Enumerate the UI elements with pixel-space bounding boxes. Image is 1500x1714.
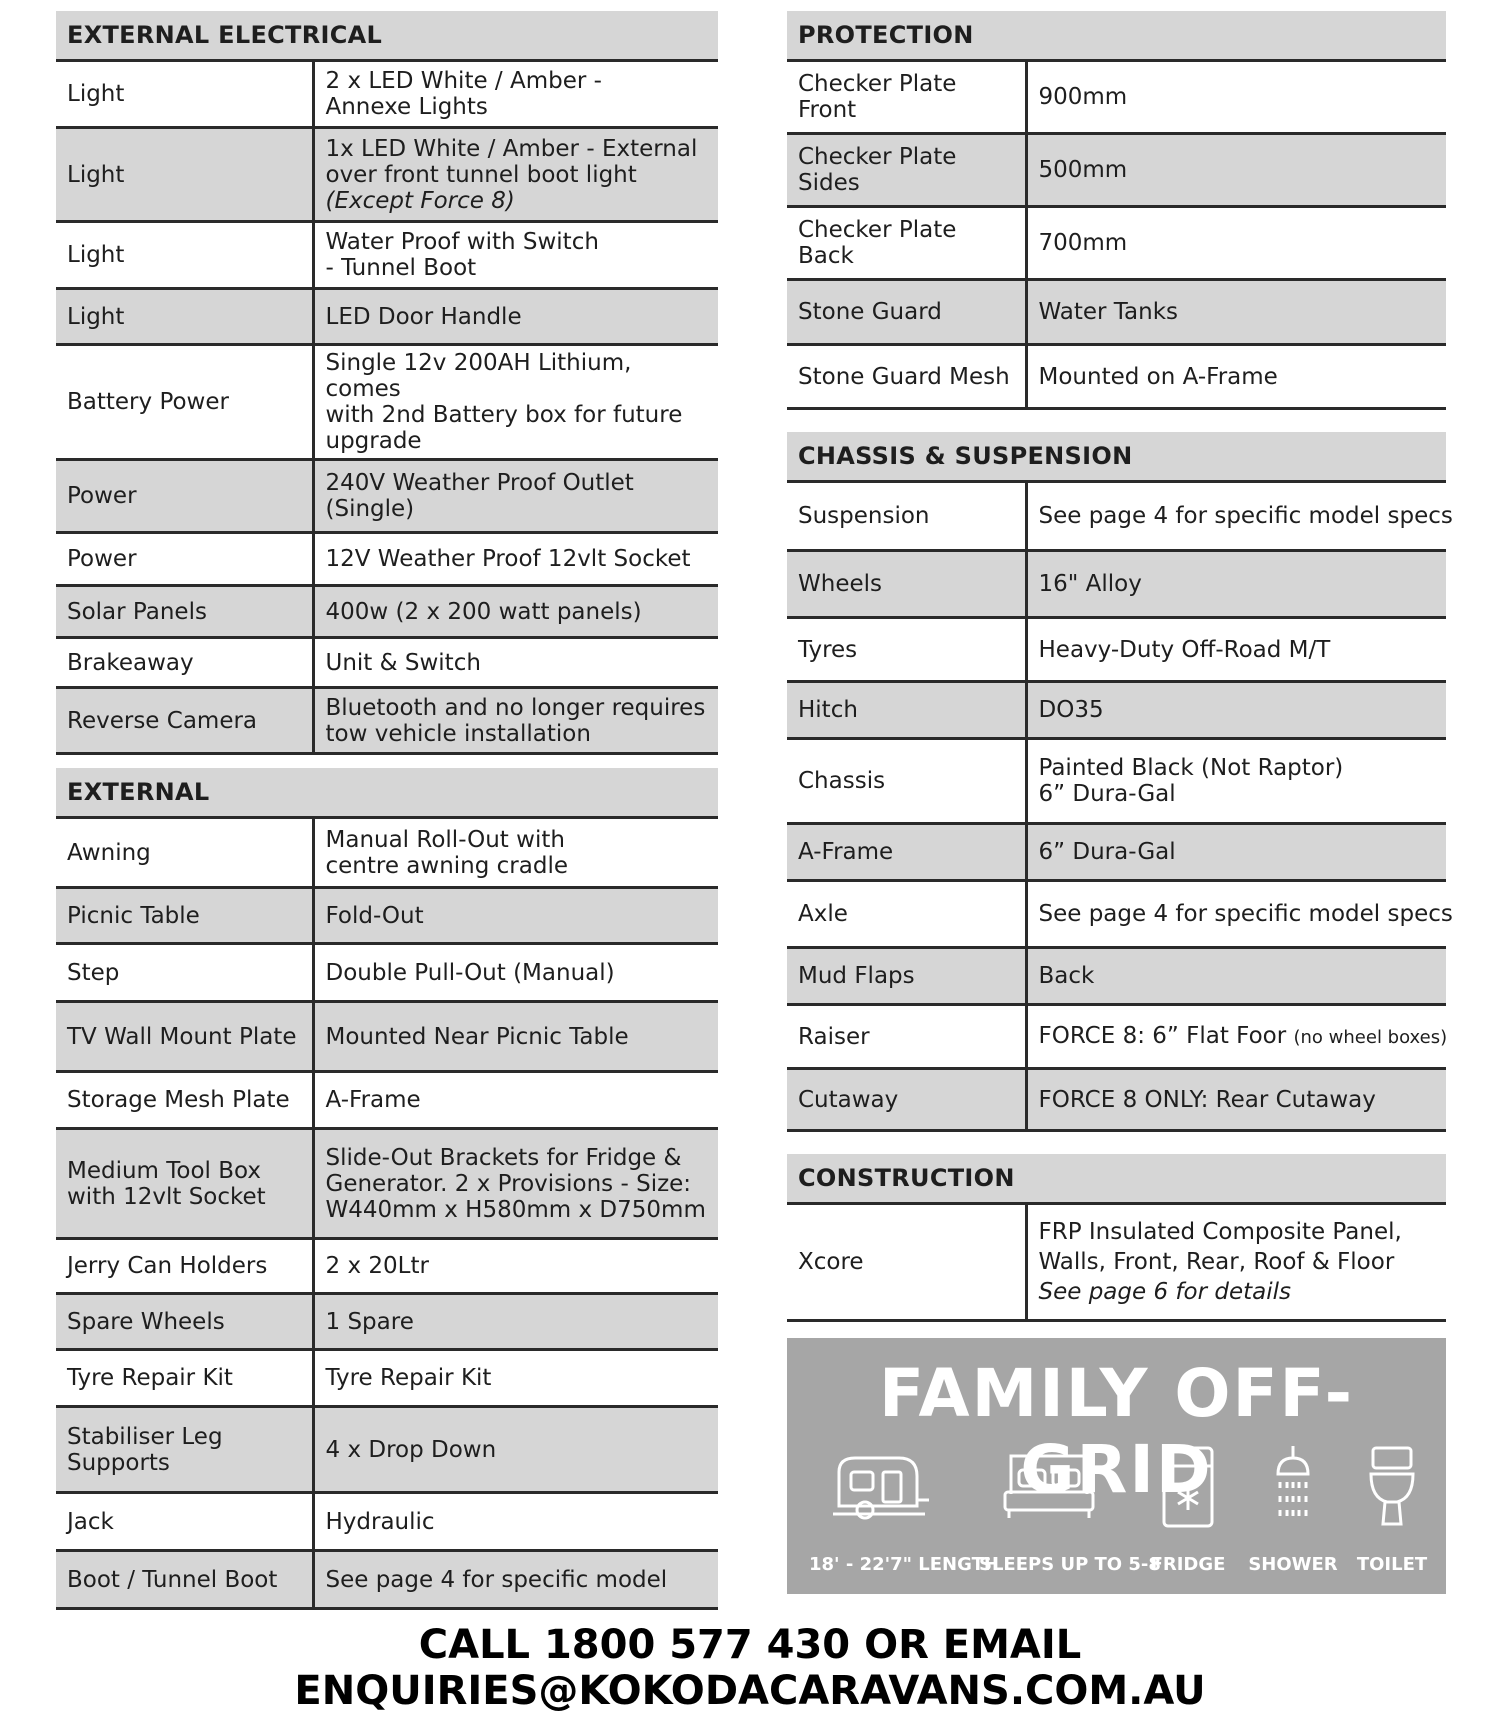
family-offgrid-banner: [787, 1338, 1446, 1594]
spec-label: Power: [56, 533, 313, 586]
spec-value: Water Tanks: [1026, 280, 1446, 345]
protection-table: [787, 11, 1446, 410]
spec-value-note: See page 6 for details: [1038, 1279, 1291, 1305]
spec-value: FORCE 8: 6” Flat Foor: [1038, 1022, 1287, 1049]
table-row: [56, 533, 718, 586]
table-row: [56, 688, 718, 754]
table-row: [56, 345, 718, 460]
spec-value: Mounted on A-Frame: [1026, 345, 1446, 409]
table-row: [56, 128, 718, 222]
spec-value: 1 Spare: [313, 1294, 718, 1350]
spec-label: Stone Guard Mesh: [787, 345, 1026, 409]
table-row: [56, 1350, 718, 1407]
spec-label: Xcore: [787, 1204, 1026, 1321]
spec-label: Light: [56, 222, 313, 289]
table-row: [787, 482, 1446, 551]
table-row: [56, 222, 718, 289]
spec-value: 240V Weather Proof Outlet (Single): [313, 460, 718, 533]
table-row: [787, 1069, 1446, 1131]
left-column: [56, 11, 718, 1610]
spec-label: A-Frame: [787, 824, 1026, 881]
table-row: [787, 948, 1446, 1005]
table-row: [56, 888, 718, 944]
right-column: [787, 11, 1453, 1594]
fridge-icon: [1153, 1444, 1223, 1530]
spec-label: Chassis: [787, 739, 1026, 824]
spec-value: Hydraulic: [313, 1493, 718, 1551]
spec-value: 700mm: [1026, 207, 1446, 280]
spec-value: LED Door Handle: [313, 289, 718, 345]
section-title-chassis-suspension: CHASSIS & SUSPENSION: [787, 432, 1446, 482]
spec-label: Boot / Tunnel Boot: [56, 1551, 313, 1609]
chassis-suspension-table: [787, 432, 1453, 1132]
spec-label: Spare Wheels: [56, 1294, 313, 1350]
feature-label: SLEEPS UP TO 5-8: [979, 1554, 1161, 1575]
spec-label: Tyres: [787, 618, 1026, 682]
table-row: [787, 345, 1446, 409]
feature-label: 18' - 22'7" LENGTH: [809, 1554, 999, 1575]
spec-value: 900mm: [1026, 61, 1446, 134]
spec-label: Solar Panels: [56, 586, 313, 638]
spec-value: Mounted Near Picnic Table: [313, 1002, 718, 1072]
spec-value: See page 4 for specific model: [313, 1551, 718, 1609]
spec-label: Step: [56, 944, 313, 1002]
table-row: [56, 586, 718, 638]
spec-label: Wheels: [787, 551, 1026, 618]
spec-label: Battery Power: [56, 345, 313, 460]
spec-value: Single 12v 200AH Lithium, comes with 2nd Battery box for future upgrade: [313, 345, 718, 460]
spec-value-cell: [1026, 1005, 1446, 1069]
spec-label: Stabiliser Leg Supports: [56, 1407, 313, 1493]
spec-value: 6” Dura-Gal: [1026, 824, 1446, 881]
feature-label: FRIDGE: [1150, 1554, 1226, 1575]
spec-value: Double Pull-Out (Manual): [313, 944, 718, 1002]
table-row: [787, 824, 1446, 881]
spec-value: DO35: [1026, 682, 1446, 739]
spec-label: Tyre Repair Kit: [56, 1350, 313, 1407]
spec-value: Painted Black (Not Raptor) 6” Dura-Gal: [1026, 739, 1446, 824]
spec-label: Light: [56, 61, 313, 128]
table-row: [56, 460, 718, 533]
feature-shower: [1248, 1444, 1338, 1584]
feature-label: TOILET: [1356, 1554, 1428, 1575]
table-row: [787, 61, 1446, 134]
spec-value: See page 4 for specific model specs: [1026, 881, 1446, 948]
spec-value: 1x LED White / Amber - External over front tunnel boot light: [325, 135, 698, 188]
table-row: [787, 682, 1446, 739]
spec-label: Cutaway: [787, 1069, 1026, 1131]
spec-value: FRP Insulated Composite Panel, Walls, Front, Rear, Roof & Floor: [1038, 1219, 1402, 1275]
external-table: [56, 768, 718, 1610]
table-row: [56, 944, 718, 1002]
spec-label: Stone Guard: [787, 280, 1026, 345]
table-row: [787, 739, 1446, 824]
spec-label: TV Wall Mount Plate: [56, 1002, 313, 1072]
spec-label: Brakeaway: [56, 638, 313, 688]
table-row: [56, 1129, 718, 1239]
spec-value: 16" Alloy: [1026, 551, 1446, 618]
spec-label: Power: [56, 460, 313, 533]
spec-value: See page 4 for specific model specs: [1026, 482, 1446, 551]
spec-label: Hitch: [787, 682, 1026, 739]
table-row: [56, 638, 718, 688]
table-row: [56, 1407, 718, 1493]
spec-value-small: (no wheel boxes): [1293, 1026, 1448, 1048]
spec-value: 2 x LED White / Amber - Annexe Lights: [313, 61, 718, 128]
feature-length: [809, 1444, 999, 1584]
section-title-protection: PROTECTION: [787, 11, 1446, 61]
table-row: [56, 1239, 718, 1294]
spec-value: Slide-Out Brackets for Fridge & Generator. 2 x Provisions - Size: W440mm x H580mm x D750mm: [313, 1129, 718, 1239]
spec-value: Bluetooth and no longer requires tow vehicle installation: [313, 688, 718, 754]
table-row: [787, 618, 1446, 682]
spec-value: 500mm: [1026, 134, 1446, 207]
spec-value: Unit & Switch: [313, 638, 718, 688]
spec-label: Reverse Camera: [56, 688, 313, 754]
toilet-icon: [1362, 1444, 1422, 1530]
banner-title: FAMILY OFF-GRID: [878, 1355, 1354, 1508]
spec-value: 12V Weather Proof 12vlt Socket: [313, 533, 718, 586]
spec-value: Tyre Repair Kit: [313, 1350, 718, 1407]
table-row: [56, 818, 718, 888]
caravan-icon: [829, 1444, 929, 1524]
spec-label: Medium Tool Box with 12vlt Socket: [56, 1129, 313, 1239]
feature-label: SHOWER: [1248, 1554, 1338, 1575]
shower-icon: [1263, 1444, 1323, 1534]
spec-value-cell: [313, 128, 718, 222]
spec-value: 2 x 20Ltr: [313, 1239, 718, 1294]
table-row: [56, 289, 718, 345]
spec-label: Jerry Can Holders: [56, 1239, 313, 1294]
spec-label: Checker Plate Sides: [787, 134, 1026, 207]
spec-value: Fold-Out: [313, 888, 718, 944]
spec-value: Heavy-Duty Off-Road M/T: [1026, 618, 1446, 682]
table-row: [787, 280, 1446, 345]
table-row: [787, 1005, 1446, 1069]
table-row: [787, 134, 1446, 207]
spec-label: Suspension: [787, 482, 1026, 551]
spec-value-cell: [1026, 1204, 1446, 1321]
table-row: [56, 1072, 718, 1129]
section-title-external: EXTERNAL: [56, 768, 718, 818]
spec-label: Awning: [56, 818, 313, 888]
contact-footer: CALL 1800 577 430 OR EMAIL ENQUIRIES@KOKODACARAVANS.COM.AU: [294, 1622, 1206, 1714]
spec-value: Manual Roll-Out with centre awning cradle: [313, 818, 718, 888]
feature-sleeps: [979, 1444, 1161, 1584]
spec-label: Light: [56, 128, 313, 222]
table-row: [56, 1002, 718, 1072]
spec-label: Light: [56, 289, 313, 345]
table-row: [787, 551, 1446, 618]
spec-value: FORCE 8 ONLY: Rear Cutaway: [1026, 1069, 1446, 1131]
table-row: [56, 1294, 718, 1350]
section-title-construction: CONSTRUCTION: [787, 1154, 1446, 1204]
spec-label: Raiser: [787, 1005, 1026, 1069]
table-row: [56, 1493, 718, 1551]
feature-toilet: [1356, 1444, 1428, 1584]
spec-value: 400w (2 x 200 watt panels): [313, 586, 718, 638]
spec-label: Picnic Table: [56, 888, 313, 944]
bed-icon: [999, 1444, 1099, 1524]
table-row: [56, 61, 718, 128]
spec-label: Checker Plate Back: [787, 207, 1026, 280]
spec-value-note: (Except Force 8): [325, 187, 515, 214]
section-title-external-electrical: EXTERNAL ELECTRICAL: [56, 11, 718, 61]
spec-label: Checker Plate Front: [787, 61, 1026, 134]
spec-label: Jack: [56, 1493, 313, 1551]
external-electrical-table: [56, 11, 718, 755]
spec-label: Axle: [787, 881, 1026, 948]
spec-label: Mud Flaps: [787, 948, 1026, 1005]
spec-value: Back: [1026, 948, 1446, 1005]
spec-value: Water Proof with Switch - Tunnel Boot: [313, 222, 718, 289]
feature-fridge: [1150, 1444, 1226, 1584]
construction-table: [787, 1154, 1446, 1322]
spec-value: 4 x Drop Down: [313, 1407, 718, 1493]
spec-label: Storage Mesh Plate: [56, 1072, 313, 1129]
table-row: [56, 1551, 718, 1609]
table-row: [787, 207, 1446, 280]
table-row: [787, 881, 1446, 948]
table-row: [787, 1204, 1446, 1321]
spec-value: A-Frame: [313, 1072, 718, 1129]
